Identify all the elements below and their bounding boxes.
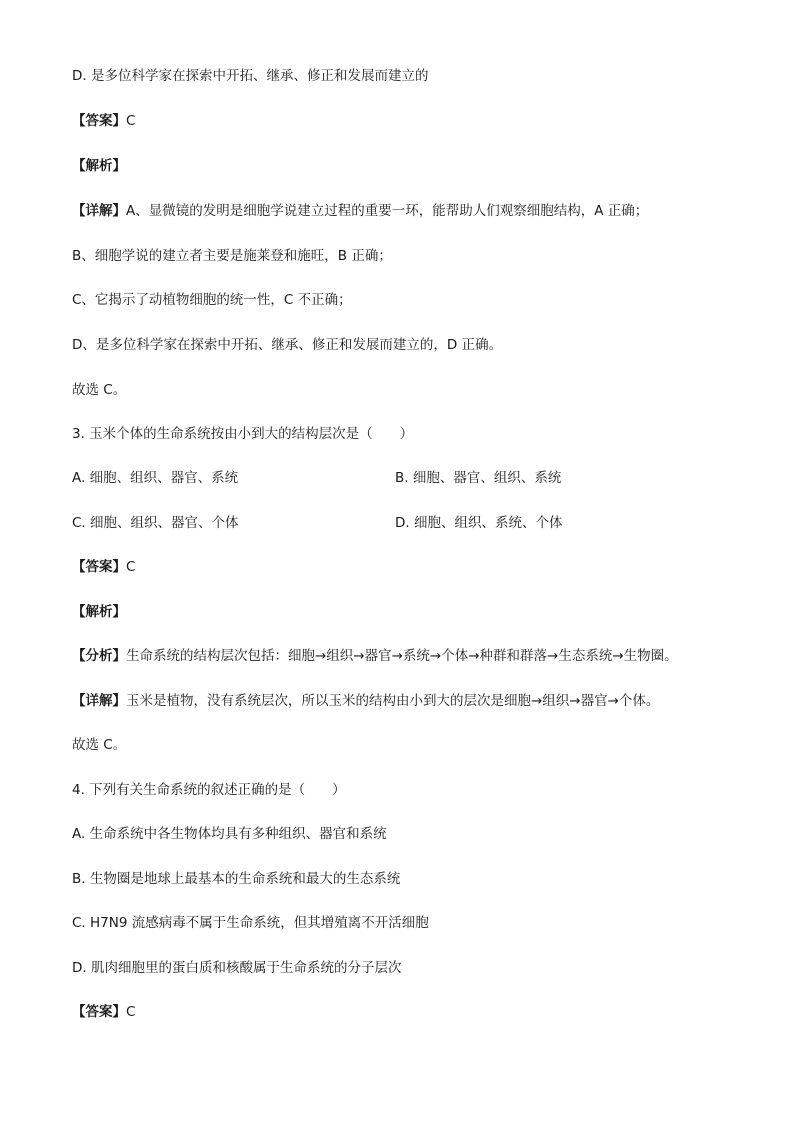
answer-tag: 【答案】 <box>72 559 126 575</box>
q2-option-d: D. 是多位科学家在探索中开拓、继承、修正和发展而建立的 <box>72 68 429 84</box>
q3-detail <box>72 691 659 711</box>
q2-detail-c: C、它揭示了动植物细胞的统一性，C 不正确； <box>72 292 352 308</box>
q2-analysis-heading <box>72 156 126 176</box>
q4-question: 4. 下列有关生命系统的叙述正确的是（ ） <box>72 782 346 798</box>
analysis-sub-tag: 【分析】 <box>72 648 126 664</box>
q2-detail-a <box>72 201 648 221</box>
q4-option-a: A. 生命系统中各生物体均具有多种组织、器官和系统 <box>72 826 387 842</box>
q2-detail-b: B、细胞学说的建立者主要是施莱登和施旺，B 正确； <box>72 248 392 264</box>
q3-conclusion: 故选 C。 <box>72 737 127 753</box>
q3-option-a: A. 细胞、组织、器官、系统 <box>72 470 239 486</box>
q4-option-d: D. 肌肉细胞里的蛋白质和核酸属于生命系统的分子层次 <box>72 960 402 976</box>
detail-text: 玉米是植物，没有系统层次，所以玉米的结构由小到大的层次是细胞→组织→器官→个体。 <box>126 693 660 709</box>
q3-analysis <box>72 646 678 666</box>
detail-text: A、显微镜的发明是细胞学说建立过程的重要一环，能帮助人们观察细胞结构，A 正确； <box>126 203 649 219</box>
q3-option-d: D. 细胞、组织、系统、个体 <box>395 515 563 531</box>
analysis-tag: 【解析】 <box>72 158 126 174</box>
q4-option-c: C. H7N9 流感病毒不属于生命系统，但其增殖离不开活细胞 <box>72 915 429 931</box>
answer-value: C <box>126 113 136 129</box>
answer-value: C <box>126 1004 136 1020</box>
q2-answer <box>72 111 135 131</box>
q4-option-b: B. 生物圈是地球上最基本的生命系统和最大的生态系统 <box>72 871 401 887</box>
answer-tag: 【答案】 <box>72 1004 126 1020</box>
detail-tag: 【详解】 <box>72 203 126 219</box>
q2-detail-d: D、是多位科学家在探索中开拓、继承、修正和发展而建立的，D 正确。 <box>72 337 503 353</box>
q3-question: 3. 玉米个体的生命系统按由小到大的结构层次是（ ） <box>72 426 414 442</box>
answer-value: C <box>126 559 136 575</box>
analysis-tag: 【解析】 <box>72 604 126 620</box>
q3-analysis-heading <box>72 602 126 622</box>
answer-tag: 【答案】 <box>72 113 126 129</box>
analysis-text: 生命系统的结构层次包括：细胞→组织→器官→系统→个体→种群和群落→生态系统→生物圈。 <box>126 648 678 664</box>
q3-answer <box>72 557 135 577</box>
q3-option-c: C. 细胞、组织、器官、个体 <box>72 515 239 531</box>
q2-conclusion: 故选 C。 <box>72 382 127 398</box>
q4-answer <box>72 1002 135 1022</box>
q3-option-b: B. 细胞、器官、组织、系统 <box>395 470 562 486</box>
detail-tag: 【详解】 <box>72 693 126 709</box>
